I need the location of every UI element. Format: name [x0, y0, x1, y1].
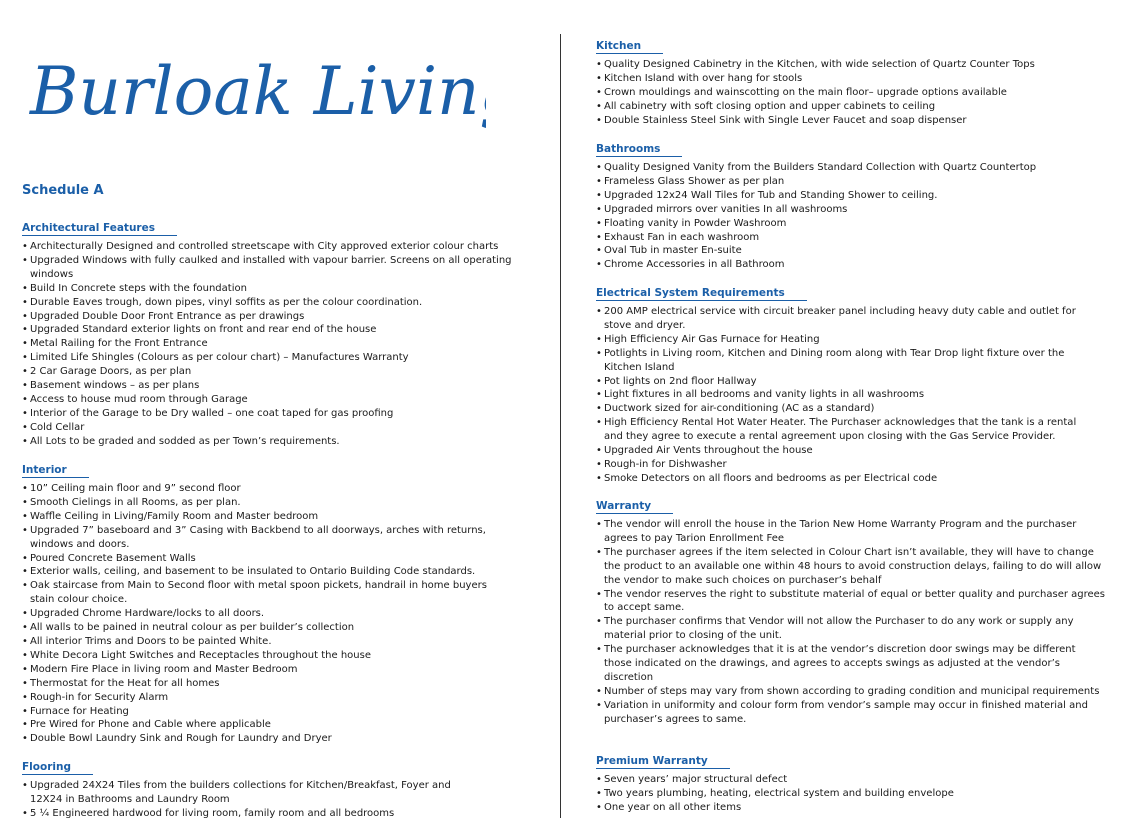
section-interior [22, 458, 502, 746]
list-item: • All Lots to be graded and sodded as per Town’s requirements. [22, 435, 522, 449]
list-item: • Upgraded mirrors over vanities In all washrooms [596, 203, 1116, 217]
list-item: • Rough-in for Security Alarm [22, 691, 502, 705]
list-item: • All interior Trims and Doors to be painted White. [22, 635, 502, 649]
item-list [22, 482, 502, 746]
list-item: • Modern Fire Place in living room and Master Bedroom [22, 663, 502, 677]
list-item: • Double Stainless Steel Sink with Single Lever Faucet and soap dispenser [596, 114, 1116, 128]
list-item: • Kitchen Island with over hang for stools [596, 72, 1116, 86]
list-item: • Oval Tub in master En-suite [596, 244, 1116, 258]
list-item: • Interior of the Garage to be Dry walled – one coat taped for gas proofing [22, 407, 522, 421]
schedule-title: Schedule A [22, 183, 104, 198]
list-item: • Exterior walls, ceiling, and basement to be insulated to Ontario Building Code standards. [22, 565, 502, 579]
section-heading: Interior [22, 464, 89, 478]
list-item: • All cabinetry with soft closing option and upper cabinets to ceiling [596, 100, 1116, 114]
section-heading: Architectural Features [22, 222, 177, 236]
section-architectural [22, 216, 522, 449]
list-item: • Metal Railing for the Front Entrance [22, 337, 522, 351]
logo-text: Burloak Living [30, 53, 486, 130]
list-item: • Chrome Accessories in all Bathroom [596, 258, 1116, 272]
list-item: • Upgraded 7” baseboard and 3” Casing with Backbend to all doorways, arches with returns, windows and doors. [22, 524, 502, 552]
list-item: • The vendor will enroll the house in the Tarion New Home Warranty Program and the purchaser agrees to pay Tarion Enrollment Fee [596, 518, 1106, 546]
list-item: • Seven years’ major structural defect [596, 773, 1096, 787]
section-heading: Warranty [596, 500, 673, 514]
list-item: • Crown mouldings and wainscotting on the main floor– upgrade options available [596, 86, 1116, 100]
list-item: • Ductwork sized for air-conditioning (AC as a standard) [596, 402, 1086, 416]
list-item: • All walls to be pained in neutral colour as per builder’s collection [22, 621, 502, 635]
list-item: • 200 AMP electrical service with circuit breaker panel including heavy duty cable and outlet for stove and dryer. [596, 305, 1086, 333]
list-item: • Access to house mud room through Garage [22, 393, 522, 407]
section-kitchen [596, 34, 1116, 128]
list-item: • Limited Life Shingles (Colours as per colour chart) – Manufactures Warranty [22, 351, 522, 365]
list-item: • Cold Cellar [22, 421, 522, 435]
list-item: • Frameless Glass Shower as per plan [596, 175, 1116, 189]
list-item: • Rough-in for Dishwasher [596, 458, 1086, 472]
list-item: • Upgraded Windows with fully caulked and installed with vapour barrier. Screens on all operating windows [22, 254, 522, 282]
list-item: • Smooth Cielings in all Rooms, as per plan. [22, 496, 502, 510]
list-item: • Quality Designed Vanity from the Builders Standard Collection with Quartz Countertop [596, 161, 1116, 175]
list-item: • One year on all other items [596, 801, 1096, 815]
list-item: • Poured Concrete Basement Walls [22, 552, 502, 566]
list-item: • The purchaser agrees if the item selected in Colour Chart isn’t available, they will have to change the product to an available one within 48 hours to avoid construction delays, failing to do will allow the vendor to make such choices on purchaser’s behalf [596, 546, 1106, 588]
list-item: • 10” Ceiling main floor and 9” second floor [22, 482, 502, 496]
list-item: • Upgraded Standard exterior lights on front and rear end of the house [22, 323, 522, 337]
list-item: • Upgraded Air Vents throughout the house [596, 444, 1086, 458]
list-item: • Variation in uniformity and colour form from vendor’s sample may occur in finished material and purchaser’s agrees to same. [596, 699, 1106, 727]
list-item: • The purchaser acknowledges that it is at the vendor’s discretion door swings may be different those indicated on the drawings, and agrees to accepts swings as adjusted at the vendor’s discretion [596, 643, 1106, 685]
list-item: • Oak staircase from Main to Second floor with metal spoon pickets, handrail in home buyers stain colour choice. [22, 579, 502, 607]
section-warranty [596, 494, 1106, 727]
list-item: • The vendor reserves the right to substitute material of equal or better quality and purchaser agrees to accept same. [596, 588, 1106, 616]
section-heading: Flooring [22, 761, 93, 775]
list-item: • Double Bowl Laundry Sink and Rough for Laundry and Dryer [22, 732, 502, 746]
list-item: • White Decora Light Switches and Receptacles throughout the house [22, 649, 502, 663]
section-heading: Premium Warranty [596, 755, 730, 769]
list-item: • 2 Car Garage Doors, as per plan [22, 365, 522, 379]
item-list [22, 779, 472, 821]
list-item: • Upgraded 12x24 Wall Tiles for Tub and Standing Shower to ceiling. [596, 189, 1116, 203]
item-list [596, 58, 1116, 128]
list-item: • Number of steps may vary from shown according to grading condition and municipal requirements [596, 685, 1106, 699]
section-heading: Electrical System Requirements [596, 287, 807, 301]
list-item: • Thermostat for the Heat for all homes [22, 677, 502, 691]
section-bathrooms [596, 137, 1116, 272]
list-item: • Floating vanity in Powder Washroom [596, 217, 1116, 231]
list-item: • Waffle Ceiling in Living/Family Room and Master bedroom [22, 510, 502, 524]
list-item: • Upgraded Chrome Hardware/locks to all doors. [22, 607, 502, 621]
list-item: • Furnace for Heating [22, 705, 502, 719]
section-electrical [596, 281, 1086, 486]
list-item: • Smoke Detectors on all floors and bedrooms as per Electrical code [596, 472, 1086, 486]
list-item: • Upgraded Double Door Front Entrance as per drawings [22, 310, 522, 324]
list-item: • Architecturally Designed and controlled streetscape with City approved exterior colour charts [22, 240, 522, 254]
list-item: • Two years plumbing, heating, electrical system and building envelope [596, 787, 1096, 801]
section-heading: Kitchen [596, 40, 663, 54]
item-list [596, 773, 1096, 815]
section-premium-warranty [596, 749, 1096, 815]
list-item: • Durable Eaves trough, down pipes, vinyl soffits as per the colour coordination. [22, 296, 522, 310]
list-item: • 5 ¼ Engineered hardwood for living room, family room and all bedrooms [22, 807, 472, 821]
list-item: • Basement windows – as per plans [22, 379, 522, 393]
list-item: • Quality Designed Cabinetry in the Kitchen, with wide selection of Quartz Counter Tops [596, 58, 1116, 72]
list-item: • High Efficiency Air Gas Furnace for Heating [596, 333, 1086, 347]
list-item: • Pre Wired for Phone and Cable where applicable [22, 718, 502, 732]
list-item: • Upgraded 24X24 Tiles from the builders collections for Kitchen/Breakfast, Foyer and 12X24 in Bathrooms and Laundry Room [22, 779, 472, 807]
list-item: • Pot lights on 2nd floor Hallway [596, 375, 1086, 389]
section-heading: Bathrooms [596, 143, 682, 157]
item-list [596, 161, 1116, 272]
list-item: • The purchaser confirms that Vendor will not allow the Purchaser to do any work or supply any material prior to closing of the unit. [596, 615, 1106, 643]
list-item: • Exhaust Fan in each washroom [596, 231, 1116, 245]
list-item: • Light fixtures in all bedrooms and vanity lights in all washrooms [596, 388, 1086, 402]
list-item: • Potlights in Living room, Kitchen and Dining room along with Tear Drop light fixture over the Kitchen Island [596, 347, 1086, 375]
column-divider [560, 34, 561, 818]
item-list [596, 305, 1086, 486]
list-item: • High Efficiency Rental Hot Water Heater. The Purchaser acknowledges that the tank is a rental and they agree to execute a rental agreement upon closing with the Gas Service Provider. [596, 416, 1086, 444]
section-flooring [22, 755, 472, 821]
item-list [22, 240, 522, 449]
list-item: • Build In Concrete steps with the foundation [22, 282, 522, 296]
brand-logo [26, 36, 486, 146]
item-list [596, 518, 1106, 727]
